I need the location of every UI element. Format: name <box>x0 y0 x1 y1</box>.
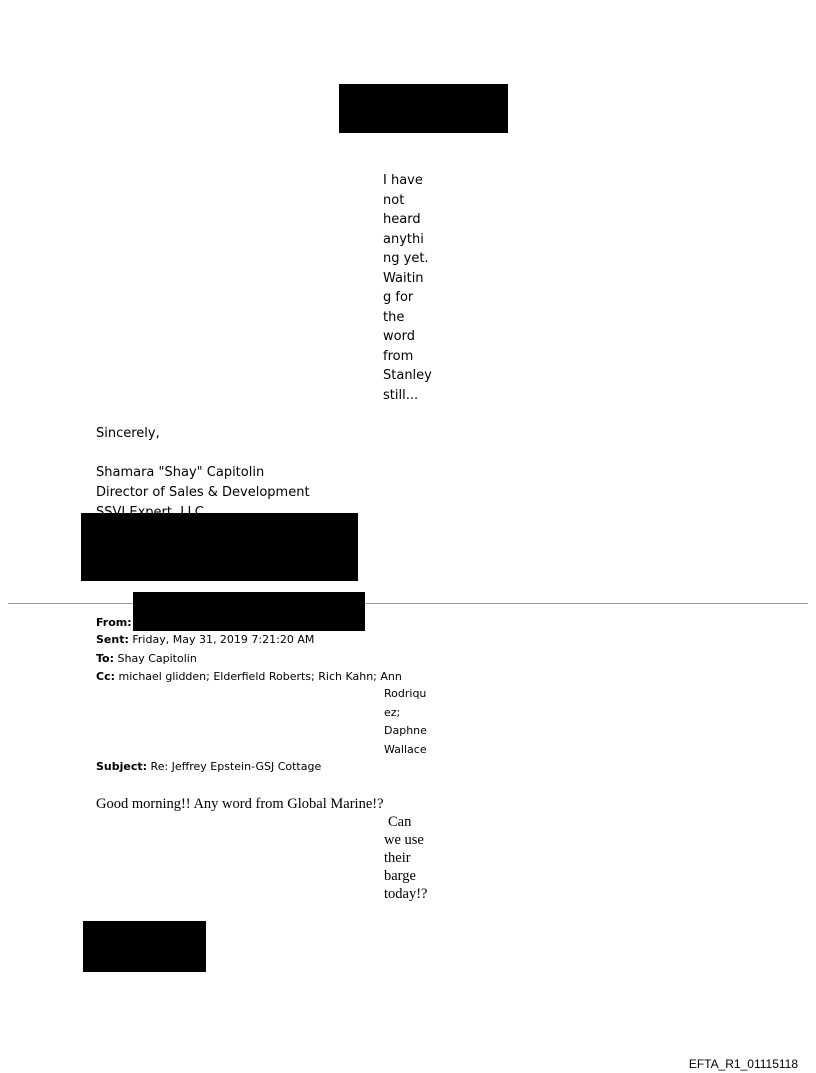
cc-continued-line: Rodriqu <box>384 687 427 700</box>
cc-continued-line: ez; <box>384 705 401 719</box>
lower-body-line: we use <box>384 832 424 848</box>
header-to <box>96 651 197 666</box>
closing: Sincerely, <box>96 426 160 441</box>
cc-continued-line: Daphne <box>384 724 427 737</box>
body-line: the <box>383 309 405 325</box>
header-from <box>96 615 132 630</box>
body-line: I have <box>383 173 423 188</box>
redaction-block-from <box>133 592 365 631</box>
body-line: Waitin <box>383 270 424 286</box>
body-line: ng yet. <box>383 251 429 266</box>
to-value: Shay Capitolin <box>117 652 197 665</box>
signature-title: Director of Sales & Development <box>96 485 310 500</box>
redaction-block-bottom <box>83 921 206 972</box>
subject-label: Subject: <box>96 760 148 773</box>
header-subject <box>96 759 321 774</box>
body-line: heard <box>383 212 421 227</box>
redaction-block-signature <box>81 513 358 581</box>
upper-message-body <box>383 171 439 405</box>
body-line: anythi <box>383 231 424 247</box>
header-sent <box>96 632 314 647</box>
signature-name: Shamara "Shay" Capitolin <box>96 465 265 480</box>
lower-body-line: their <box>384 850 411 866</box>
lower-body-line: Can <box>388 814 412 830</box>
from-label: From: <box>96 616 132 629</box>
message-separator <box>8 603 808 604</box>
lower-message-continued <box>384 813 427 903</box>
lower-message-first-line: Good morning!! Any word from Global Marine!? <box>96 796 384 812</box>
lower-body-line: barge <box>384 868 416 884</box>
sent-value: Friday, May 31, 2019 7:21:20 AM <box>132 633 315 646</box>
body-line: not <box>383 192 405 208</box>
subject-value: Re: Jeffrey Epstein-GSJ Cottage <box>150 760 322 773</box>
body-line: g for <box>383 290 414 305</box>
cc-continued-line: Wallace <box>384 742 427 756</box>
sent-label: Sent: <box>96 633 129 646</box>
body-line: from <box>383 348 414 364</box>
cc-value: michael glidden; Elderfield Roberts; Rich Kahn; Ann <box>118 670 402 683</box>
document-id: EFTA_R1_01115118 <box>688 1057 798 1071</box>
header-cc-continued <box>384 685 427 759</box>
body-line: word <box>383 329 415 344</box>
body-line: Stanley <box>383 368 432 383</box>
to-label: To: <box>96 652 114 665</box>
cc-label: Cc: <box>96 670 115 683</box>
lower-body-line: today!? <box>384 886 428 902</box>
body-line: still... <box>383 387 419 403</box>
redaction-block-top <box>339 84 508 133</box>
header-cc <box>96 669 402 684</box>
